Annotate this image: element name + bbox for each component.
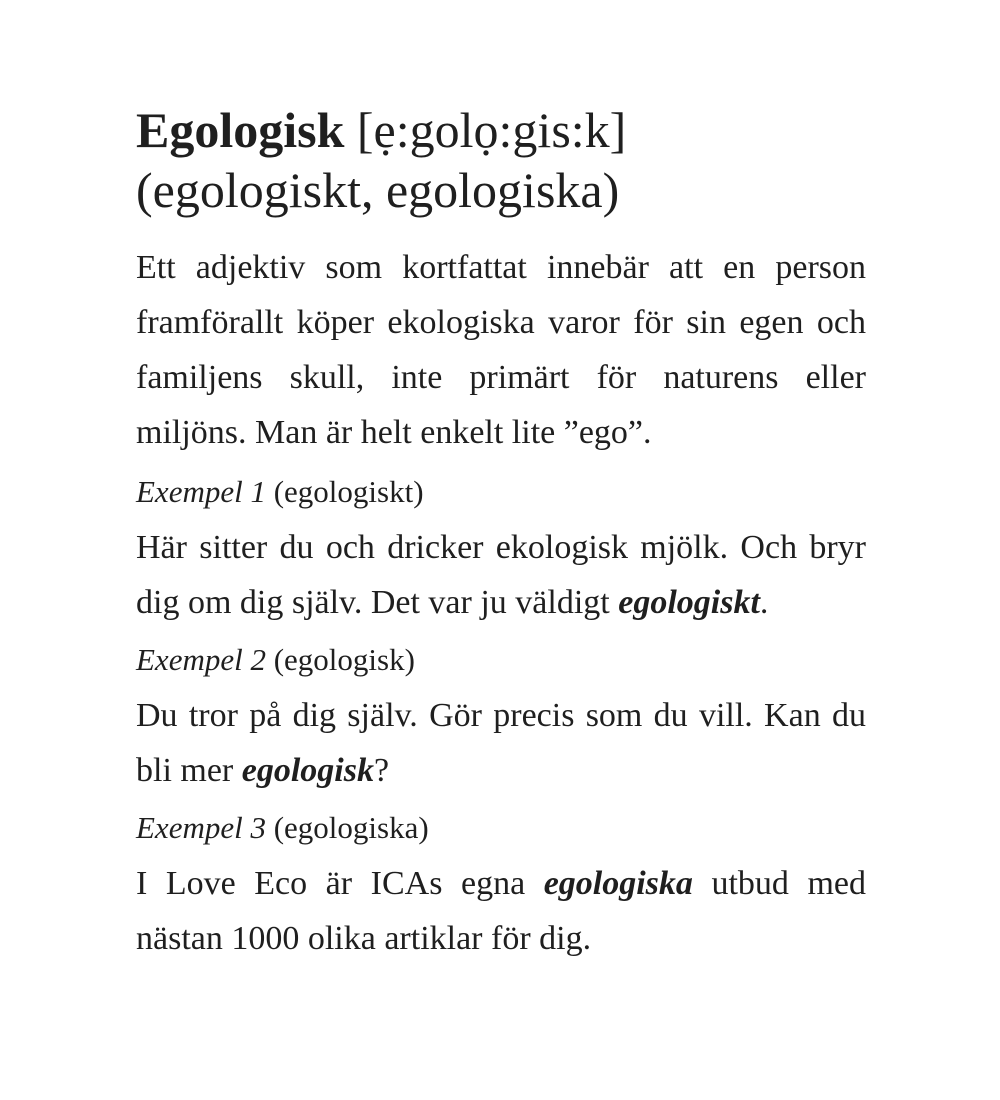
example-label: Exempel 2 (136, 642, 266, 677)
example-heading-1 (136, 472, 866, 512)
example-form: (egologisk) (273, 642, 415, 677)
headword-line (136, 100, 866, 160)
example-text-before: I Love Eco är ICAs egna (136, 865, 544, 902)
example-emphasis: egologiska (543, 865, 693, 902)
example-text-2 (136, 688, 866, 798)
dictionary-entry (136, 100, 866, 976)
example-text-after: utbud med nästan 1000 olika artiklar för dig. (136, 865, 866, 957)
example-text-after: . (759, 584, 769, 621)
example-label: Exempel 1 (136, 474, 266, 509)
example-text-before: Du tror på dig själv. Gör precis som du vill. Kan du bli mer (136, 697, 866, 789)
example-text-1 (136, 520, 866, 630)
example-text-3 (136, 856, 866, 966)
example-form: (egologiskt) (273, 474, 424, 509)
pronunciation: [ẹ:golọ:gis:k] (356, 102, 627, 158)
example-text-before: Här sitter du och dricker ekologisk mjölk. Och bryr dig om dig själv. Det var ju väldigt (136, 529, 866, 621)
inflected-forms: (egologiskt, egologiska) (136, 162, 620, 218)
example-heading-3 (136, 808, 866, 848)
example-emphasis: egologiskt (618, 584, 760, 621)
definition-text: Ett adjektiv som kortfattat innebär att en person framförallt köper ekologiska varor för sin egen och familjens skull, inte primärt för naturens eller miljöns. Man är helt enkelt lite ”ego”. (136, 249, 866, 451)
example-text-after: ? (373, 752, 390, 789)
example-emphasis: egologisk (241, 752, 374, 789)
example-heading-2 (136, 640, 866, 680)
headword: Egologisk (136, 102, 345, 158)
example-form: (egologiska) (273, 810, 429, 845)
example-label: Exempel 3 (136, 810, 266, 845)
